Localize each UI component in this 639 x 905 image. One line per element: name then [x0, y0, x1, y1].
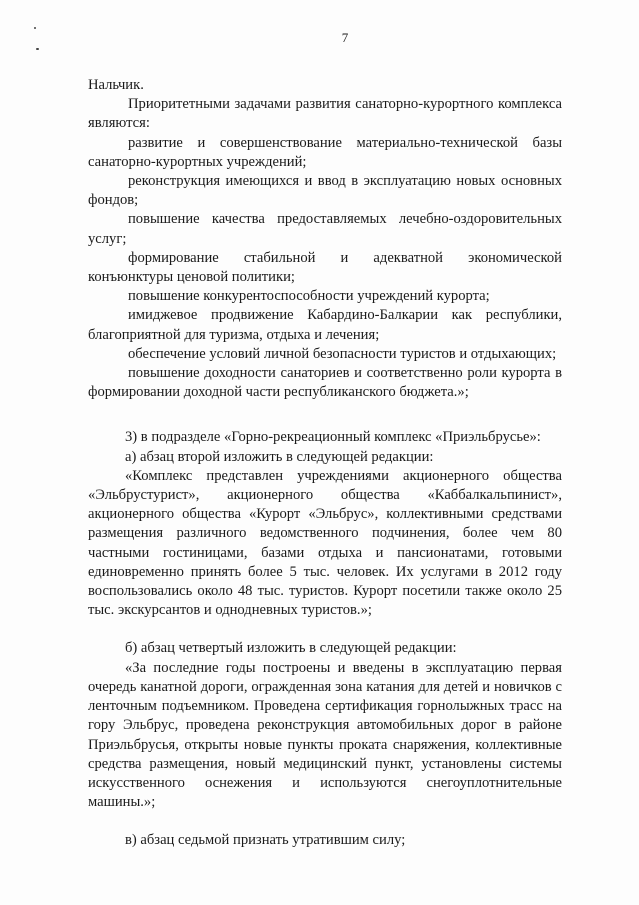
document-body — [88, 76, 562, 851]
paragraph-item-v: в) абзац седьмой признать утратившим силу; — [125, 832, 406, 849]
list-item-price-policy: формирование стабильной и адекватной экономической конъюнктуры ценовой политики; — [88, 249, 562, 286]
list-item-material-base: развитие и совершенствование материально-технической базы санаторно-курортных учреждений; — [88, 134, 562, 170]
paragraph-subsection-3: 3) в подразделе «Горно-рекреационный комплекс «Приэльбрусье»: — [125, 429, 541, 446]
paragraph-continuation: Нальчик. — [88, 77, 144, 93]
list-item-profitability: повышение доходности санаториев и соответственно роли курорта в формировании доходной части республиканского бюджета.»; — [88, 365, 562, 401]
list-item-safety: обеспечение условий личной безопасности туристов и отдыхающих; — [128, 345, 557, 362]
list-item-image-promotion: имиджевое продвижение Кабардино-Балкарии как республики, благоприятной для туризма, отдыха и лечения; — [88, 307, 562, 343]
list-item-competitiveness: повышение конкурентоспособности учреждений курорта; — [128, 288, 490, 305]
list-item-reconstruction: реконструкция имеющихся и ввод в эксплуатацию новых основных фондов; — [88, 173, 562, 209]
quote-complex-description: «Комплекс представлен учреждениями акционерного общества «Эльбрустурист», акционерного общества «Каббалкальпинист», акционерного общества «Курорт «Эльбрус», коллективными средствами размещения различного ведомственного подчинения, более чем 80 частными гостиницами, базами отдыха и пансионатами, готовыми единовременно принять более 5 тыс. человек. Их услугами в 2012 году воспользовались около 48 тыс. туристов. Курорт посетили также около 25 тыс. экскурсантов и однодневных туристов.»; — [88, 467, 562, 619]
paragraph-item-a: а) абзац второй изложить в следующей редакции: — [125, 448, 434, 465]
paragraph-item-b: б) абзац четвертый изложить в следующей редакции: — [125, 640, 457, 657]
list-item-service-quality: повышение качества предоставляемых лечебно-оздоровительных услуг; — [88, 211, 562, 247]
quote-recent-years: «За последние годы построены и введены в эксплуатацию первая очередь канатной дороги, огражденная зона катания для детей и новичков с ленточным подъемником. Проведена сертификация горнолыжных трасс на гору Эльбрус, проведена реконструкция автомобильных дорог в районе Приэльбрусья, открыты новые пункты проката снаряжения, коллективные средства размещения, новый медицинский пункт, установлены системы искусственного оснежения и используются снегоуплотнительные машины.»; — [88, 659, 562, 811]
paragraph-priorities-intro: Приоритетными задачами развития санаторно-курортного комплекса являются: — [88, 96, 562, 132]
page-number: 7 — [341, 30, 349, 45]
